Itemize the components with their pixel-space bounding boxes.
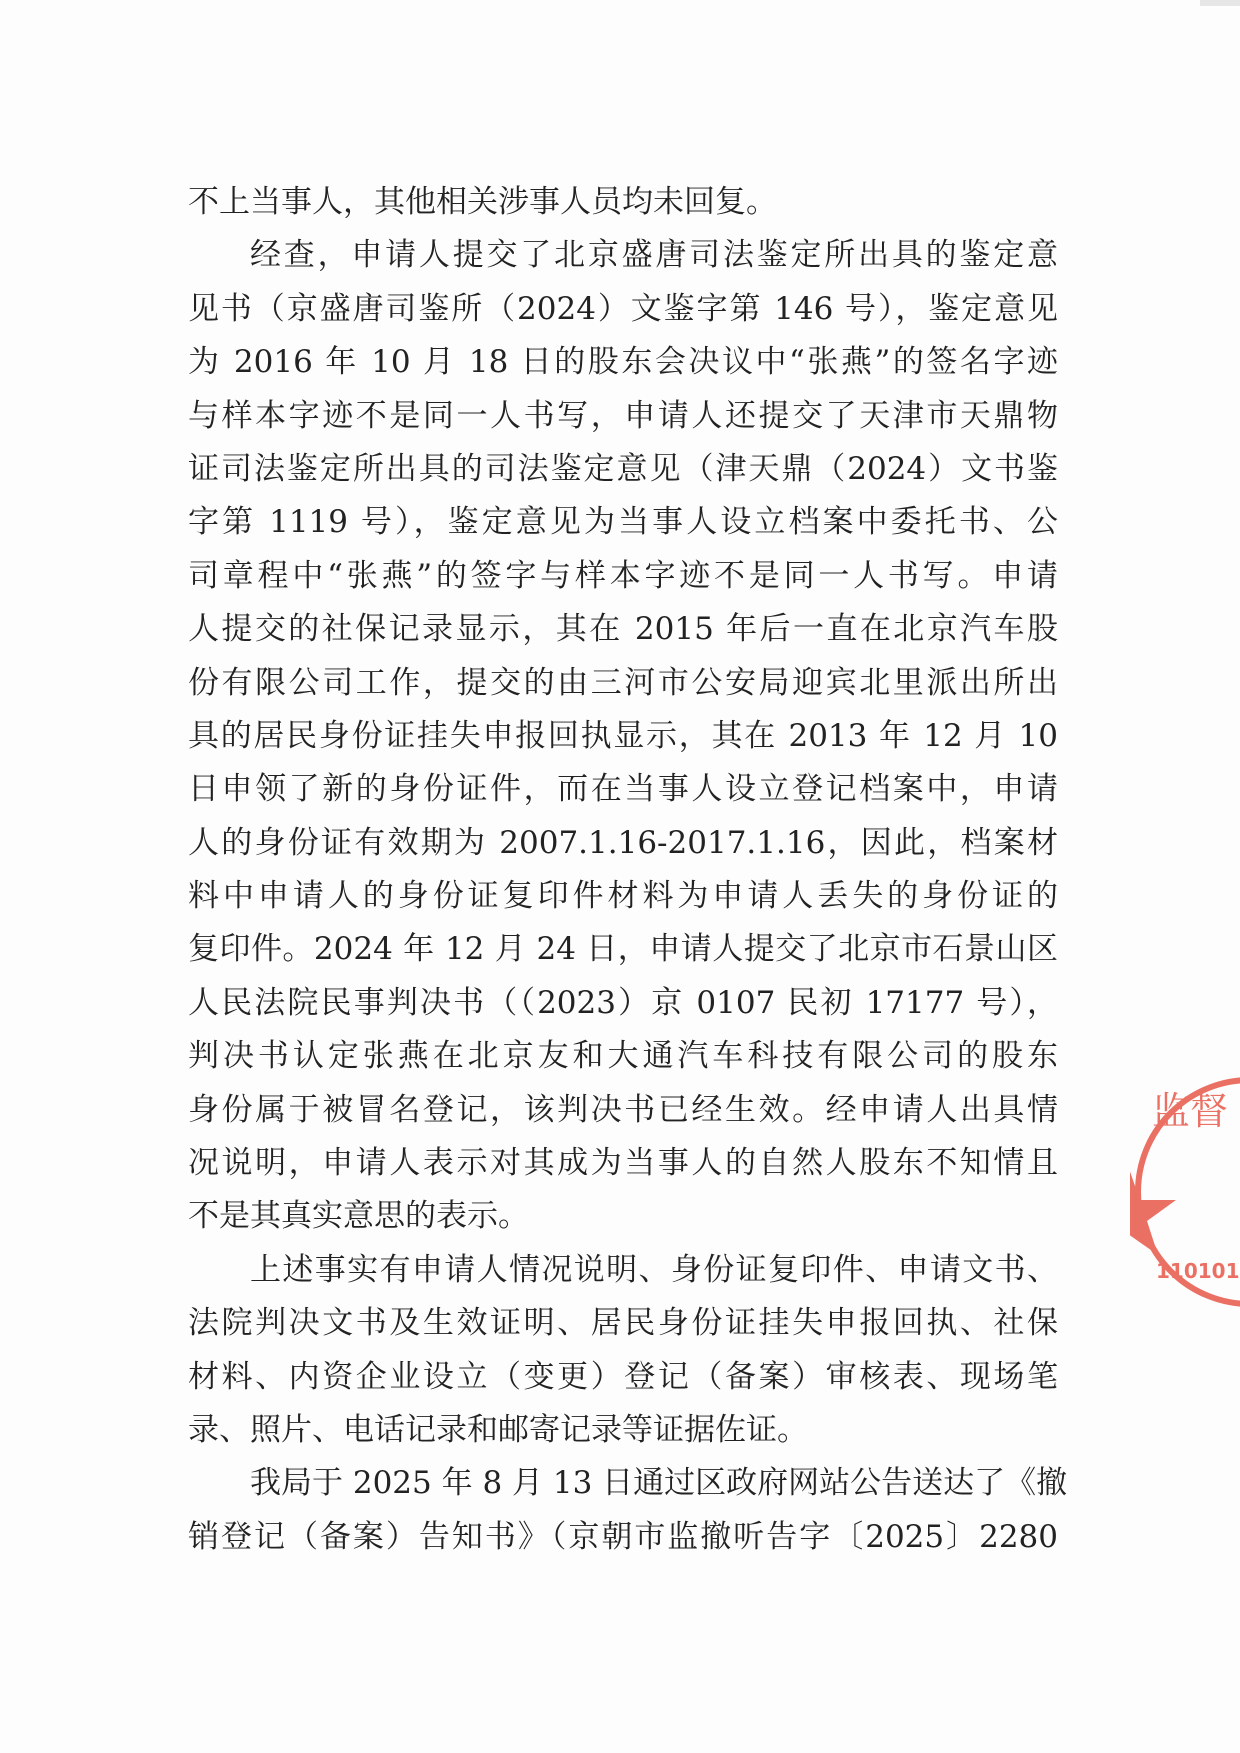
seal-text-top: 监督 bbox=[1152, 1089, 1229, 1133]
paragraph-line: 复印件。2024 年 12 月 24 日，申请人提交了北京市石景山区 bbox=[188, 931, 1058, 968]
paragraph-line: 人提交的社保记录显示，其在 2015 年后一直在北京汽车股 bbox=[188, 611, 1058, 648]
seal-text-bottom: 110101 bbox=[1156, 1259, 1240, 1283]
paragraph-line: 法院判决文书及生效证明、居民身份证挂失申报回执、社保 bbox=[188, 1305, 1058, 1342]
paragraph-line: 人民法院民事判决书（（2023）京 0107 民初 17177 号）， bbox=[188, 984, 1058, 1021]
paragraph-line: 日申领了新的身份证件，而在当事人设立登记档案中，申请 bbox=[188, 771, 1058, 808]
paragraph-line: 判决书认定张燕在北京友和大通汽车科技有限公司的股东 bbox=[188, 1038, 1058, 1075]
paragraph-line: 经查，申请人提交了北京盛唐司法鉴定所出具的鉴定意 bbox=[250, 237, 1058, 274]
paragraph-line: 材料、内资企业设立（变更）登记（备案）审核表、现场笔 bbox=[188, 1358, 1058, 1395]
paragraph-line: 不上当事人，其他相关涉事人员均未回复。 bbox=[188, 184, 777, 220]
paragraph-line: 录、照片、电话记录和邮寄记录等证据佐证。 bbox=[188, 1411, 808, 1448]
paragraph-line: 与样本字迹不是同一人书写，申请人还提交了天津市天鼎物 bbox=[188, 397, 1058, 434]
paragraph-line: 份有限公司工作，提交的由三河市公安局迎宾北里派出所出 bbox=[188, 664, 1058, 701]
paragraph-line: 证司法鉴定所出具的司法鉴定意见（津天鼎（2024）文书鉴 bbox=[188, 450, 1058, 487]
paragraph-line: 字第 1119 号），鉴定意见为当事人设立档案中委托书、公 bbox=[188, 504, 1058, 541]
paragraph-line: 不是其真实意思的表示。 bbox=[188, 1198, 529, 1235]
paragraph-line: 具的居民身份证挂失申报回执显示，其在 2013 年 12 月 10 bbox=[188, 717, 1058, 754]
paragraph-line: 上述事实有申请人情况说明、身份证复印件、申请文书、 bbox=[250, 1251, 1058, 1288]
paragraph-line: 人的身份证有效期为 2007.1.16-2017.1.16，因此，档案材 bbox=[188, 824, 1058, 861]
paragraph-line: 司章程中“张燕”的签字与样本字迹不是同一人书写。申请 bbox=[188, 557, 1058, 594]
paragraph-line: 况说明，申请人表示对其成为当事人的自然人股东不知情且 bbox=[188, 1145, 1058, 1182]
page-edge-mark bbox=[1200, 0, 1240, 6]
official-seal bbox=[1130, 1072, 1240, 1312]
document-body bbox=[188, 176, 1068, 1564]
paragraph-line: 身份属于被冒名登记，该判决书已经生效。经申请人出具情 bbox=[188, 1091, 1058, 1128]
paragraph-line: 我局于 2025 年 8 月 13 日通过区政府网站公告送达了《撤 bbox=[250, 1465, 1068, 1502]
paragraph-line: 销登记（备案）告知书》（京朝市监撤听告字〔2025〕2280 bbox=[188, 1518, 1058, 1555]
paragraph-line: 为 2016 年 10 月 18 日的股东会决议中“张燕”的签名字迹 bbox=[188, 344, 1058, 381]
paragraph-line: 见书（京盛唐司鉴所（2024）文鉴字第 146 号），鉴定意见 bbox=[188, 290, 1058, 327]
paragraph-line: 料中申请人的身份证复印件材料为申请人丢失的身份证的 bbox=[188, 878, 1058, 915]
